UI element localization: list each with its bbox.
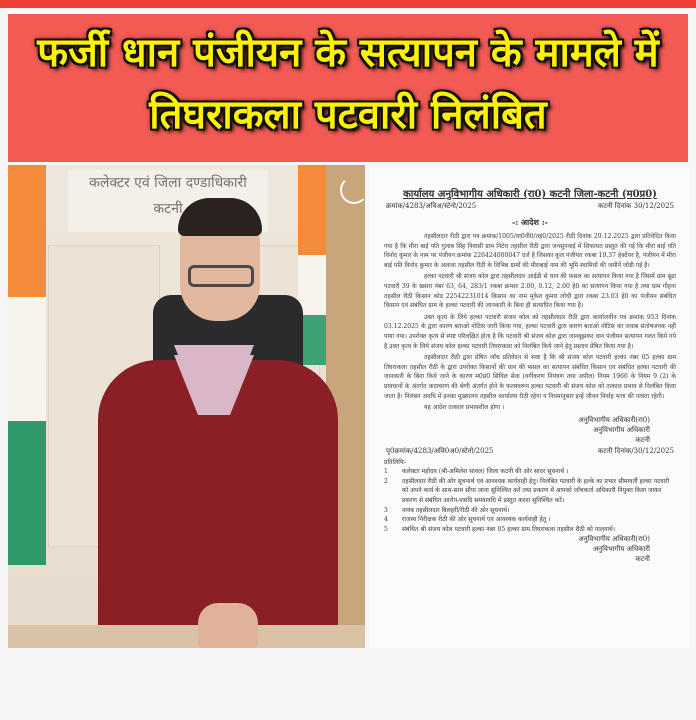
doc-paragraph: हल्का पटवारी श्री संजय कोल द्वारा तहसीलदार आईडी से धान की फसल का सत्यापन किया गया है जिसमें ग्राम बूढा पटवारी 39 के खसरा नंबर 63, 64, 283/1 रकबा क्रमशः 2.00, 0.12, 2.00 हे0 का सत्यापन किया गया है तथा ग्राम गौहना तहसील रीठी किसान कोड 22542231014 किसान का नाम मुकेश कुमार लोधी द्वारा रकबा 23.03 हे0 का पंजीयन संबंधित किसान एवं संबंधित ग्राम के हल्का पटवारी की जानकारी के बिना ही सत्यापित किया गया है। [384, 273, 676, 310]
headline-line-1: फर्जी धान पंजीयन के सत्यापन के मामले में [37, 30, 659, 76]
glasses [188, 265, 254, 287]
official-photo [8, 165, 365, 648]
copy-number: पृ0क्रमांक/4283/अवि0अ0/स्टेनो/2025 [386, 446, 494, 455]
doc-title: -: आदेश :- [512, 217, 548, 227]
order-document [370, 168, 690, 648]
pen-mark-icon [340, 176, 368, 204]
headline-banner [8, 12, 688, 162]
copy-meta-row [370, 445, 690, 458]
flag-left [8, 165, 46, 565]
name-plaque: कलेक्टर एवं जिला दण्डाधिकारी कटनी [68, 170, 268, 232]
copy-item: 3 नायब तहसीलदार बिलहरी/रीठी की ओर सूचनार्थ। [384, 506, 510, 514]
top-accent-bar [0, 0, 696, 8]
order-date: कटनी दिनांक 30/12/2025 [597, 202, 674, 210]
doc-meta-row [370, 200, 690, 213]
copy-date: कटनी दिनांक/30/12/2025 [597, 446, 674, 455]
folded-hands [198, 603, 258, 648]
headline-line-2: तिघराकला पटवारी निलंबित [149, 92, 547, 138]
doc-paragraph: यह आदेश तत्काल प्रभावशील होगा । [424, 404, 505, 412]
desk [8, 625, 365, 648]
order-number: क्रमांक/4283/अविअ/स्टेनो/2025 [386, 202, 477, 210]
signature-block-2: अनुविभागीय अधिकारी(रा0) अनुविभागीय अधिकारी कटनी [578, 535, 650, 564]
signature-block-1: अनुविभागीय अधिकारी(रा0) अनुविभागीय अधिकारी कटनी [578, 415, 650, 444]
doc-paragraph: तहसीलदार रीठी द्वारा पत्र क्रमांक/1005/वा0नी0/तह0/2025 रीठी दिनांक 29.12.2025 द्वारा प्रतिवेदित किया गया है कि मीरा बाई पति गुलाब सिंह निवासी ग्राम निटेरा तहसील रीठी द्वारा जनसुनवाई में शिकायत प्रस्तुत की गई कि मीरा बाई पति विनोद कुमार के नाम पर पंजीयन क्रमांक 226424000047 दर्ज है जिसका कुल पंजीयत रकबा 19.37 हेक्टेयर है, पंजीयन में मीरा बाई पति विनोद कुमार के अलावा तहसील रीठी के विभिन्न ग्रामों की मीराबाई नाम की भूमि स्वामियों की जमीनें जोडी गई है। [384, 233, 676, 269]
copy-item: 2 तहसीलदार रीठी की ओर सूचनार्थ एवं आवश्यक कार्यवाही हेतु। निलंबित पटवारी के हल्के का प्रभार सीमावर्ती हल्का पटवारी को अपने कार्य के साथ-साथ सौंपा जाना सुनिश्चित करें तथा प्रकरण में आपको जाँचकर्ता अधिकारी नियुक्त किया जाकर प्रकरण से संबंधित आरोप-पत्रादि समयावधि में प्रस्तुत करना सुनिश्चित करें। [384, 477, 670, 505]
copy-list [370, 458, 690, 535]
doc-header: कार्यालय अनुविभागीय अधिकारी (रा0) कटनी जिला-कटनी (म0प्र0) [403, 189, 657, 200]
copy-item: 4 राजस्व निरीक्षक रीठी की ओर सूचनार्थ एवं आवश्यक कार्यवाही हेतु । [384, 516, 551, 524]
hair [178, 198, 262, 236]
headline [8, 22, 688, 146]
copy-item: 1 कलेक्टर महोदय (श्री-अमिलेश सावल) जिला कटनी की ओर सादर सूचनार्थ । [384, 468, 569, 476]
doc-paragraph: उक्त कृत्य के लिये हल्का पटवारी संजय कोल को तहसीलदार रीठी द्वारा कार्यालयीन पत्र क्रमांक 953 दिनांक 03.12.2025 के द्वारा कारण बताओ नोटिस जारी किया गया, हल्का पटवारी द्वारा कारण बताओ नोटिस का जवाब संतोषजनक नहीं पाया गया। उपरोक्त कृत्य से स्पष्ट परिलक्षित होता है कि पटवारी श्री संजय कोल द्वारा जानबूझकर धान पंजीयन सत्यापन गलत किये गये है उक्त कृत्य के लिये संजय कोल हल्का पटवारी तिघराकला को निलंबित किये जाने हेतु प्रस्ताव प्रेषित किया गया है। [384, 313, 676, 350]
copy-label: प्रतिलिपिः- [384, 458, 407, 466]
doc-paragraph: तहसीलदार रीठी द्वारा प्रेषित जाँच प्रतिवेदन से स्पष्ट है कि श्री संजय कोल पटवारी हल्का नंबर 05 हल्का ग्राम तिघराकला तहसील रीठी के द्वारा उपरोक्त किसानों की धान की फसल का सत्यापन संबंधित किसान एवं संबंधित हल्का पटवारी की जानकारी के बिना किये जाने के कारण म0प्र0 सिविल सेवा (वर्गीकरण नियंत्रण तथा अपील) नियम 1966 के नियम 9 (2) के प्रावधानों के अंतर्गत कदाचरण की श्रेणी अंतर्गत होने के फलस्वरूप हल्का पटवारी श्री संजय कोल को तत्काल प्रभाव से निलंबित किया जाता है। निलंबन अवधि में इनका मुख्यालय तहसील कार्यालय रीठी रहेगा व नियमानुसार इन्हें जीवन निर्वाह भत्ता की पात्रता रहेगी। [384, 354, 676, 400]
copy-item: 5 संबंधित श्री संजय कोल पटवारी हल्का नंबर 05 हल्का ग्राम तिघराकला तहसील रीठी को पालनार्थ। [384, 525, 616, 533]
